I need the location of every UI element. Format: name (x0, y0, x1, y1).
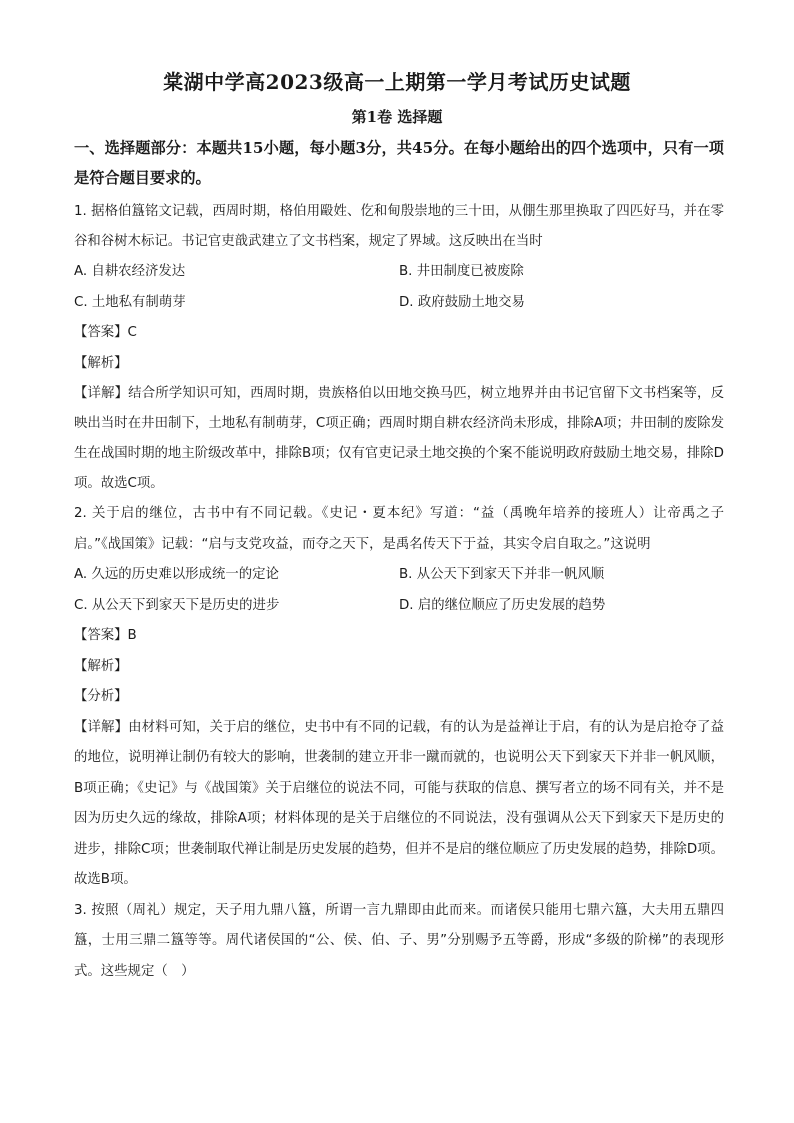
question-2 (74, 499, 724, 896)
question-1-answer: 【答案】C (74, 325, 137, 340)
question-3-stem: 3. 按照（周礼）规定，天子用九鼎八簋，所谓一言九鼎即由此而来。而诸侯只能用七鼎六簋，大夫用五鼎四簋，士用三鼎二簋等等。周代诸侯国的“公、侯、伯、子、男”分别赐予五等爵，形成“多级的阶梯”的表现形式。这些规定（ ） (74, 902, 724, 979)
question-1-option-b: B. 井田制度已被废除 (399, 264, 524, 279)
section-heading: 一、选择题部分：本题共15小题，每小题3分，共45分。在每小题给出的四个选项中，只有一项是符合题目要求的。 (74, 139, 724, 187)
question-2-option-a: A. 久远的历史难以形成统一的定论 (74, 567, 279, 582)
question-2-answer: 【答案】B (74, 628, 137, 643)
question-1-option-a: A. 自耕农经济发达 (74, 264, 186, 279)
question-2-option-b: B. 从公天下到家天下并非一帆风顺 (399, 567, 605, 582)
question-2-fenxi-label: 【分析】 (74, 689, 128, 704)
exam-content (74, 133, 724, 987)
question-1-analysis-label: 【解析】 (74, 355, 128, 371)
question-2-detail: 【详解】由材料可知，关于启的继位，史书中有不同的记载，有的认为是益禅让于启，有的认为是启抢夺了益的地位，说明禅让制仍有较大的影响，世袭制的建立开非一蹴而就的，也说明公天下到家天下并非一帆风顺，B项正确；《史记》与《战国策》关于启继位的说法不同，可能与获取的信息、撰写者立的场不同有关，并不是因为历史久远的缘故，排除A项；材料体现的是关于启继位的不同说法，没有强调从公天下到家天下是历史的进步，排除C项；世袭制取代禅让制是历史发展的趋势，但并不是启的继位顺应了历史发展的趋势，排除D项。故选B项。 (74, 719, 724, 887)
question-1-option-c: C. 土地私有制萌芽 (74, 294, 186, 310)
question-2-option-d: D. 启的继位顺应了历史发展的趋势 (399, 597, 606, 613)
page-title: 棠湖中学高2023级高一上期第一学月考试历史试题 (163, 70, 631, 94)
question-1-option-d: D. 政府鼓励土地交易 (399, 294, 525, 310)
question-1-options (74, 257, 724, 318)
question-2-options (74, 560, 724, 621)
question-2-stem: 2. 关于启的继位，古书中有不同记载。《史记・夏本纪》写道：“益（禹晚年培养的接班人）让帝禹之子启。”《战国策》记载：“启与支党攻益，而夺之天下，是禹名传天下于益，其实令启自取之。”这说明 (74, 506, 724, 552)
question-1-detail: 【详解】结合所学知识可知，西周时期，贵族格伯以田地交换马匹，树立地界并由书记官留下文书档案等，反映出当时在井田制下，土地私有制萌芽，C项正确；西周时期自耕农经济尚未形成，排除A项；井田制的废除发生在战国时期的地主阶级改革中，排除B项；仅有官吏记录土地交换的个案不能说明政府鼓励土地交易，排除D项。故选C项。 (74, 386, 724, 491)
question-3 (74, 896, 724, 988)
volume-subtitle: 第1卷 选择题 (351, 108, 443, 126)
question-1 (74, 197, 724, 499)
question-2-analysis-label: 【解析】 (74, 658, 128, 674)
question-1-stem: 1. 据格伯簋铭文记载，西周时期，格伯用毆姓、仡和甸殷崇地的三十田，从倗生那里换取了四匹好马，并在零谷和谷树木标记。书记官吏戠武建立了文书档案，规定了界域。这反映出在当时 (74, 204, 724, 249)
question-2-option-c: C. 从公天下到家天下是历史的进步 (74, 597, 280, 613)
